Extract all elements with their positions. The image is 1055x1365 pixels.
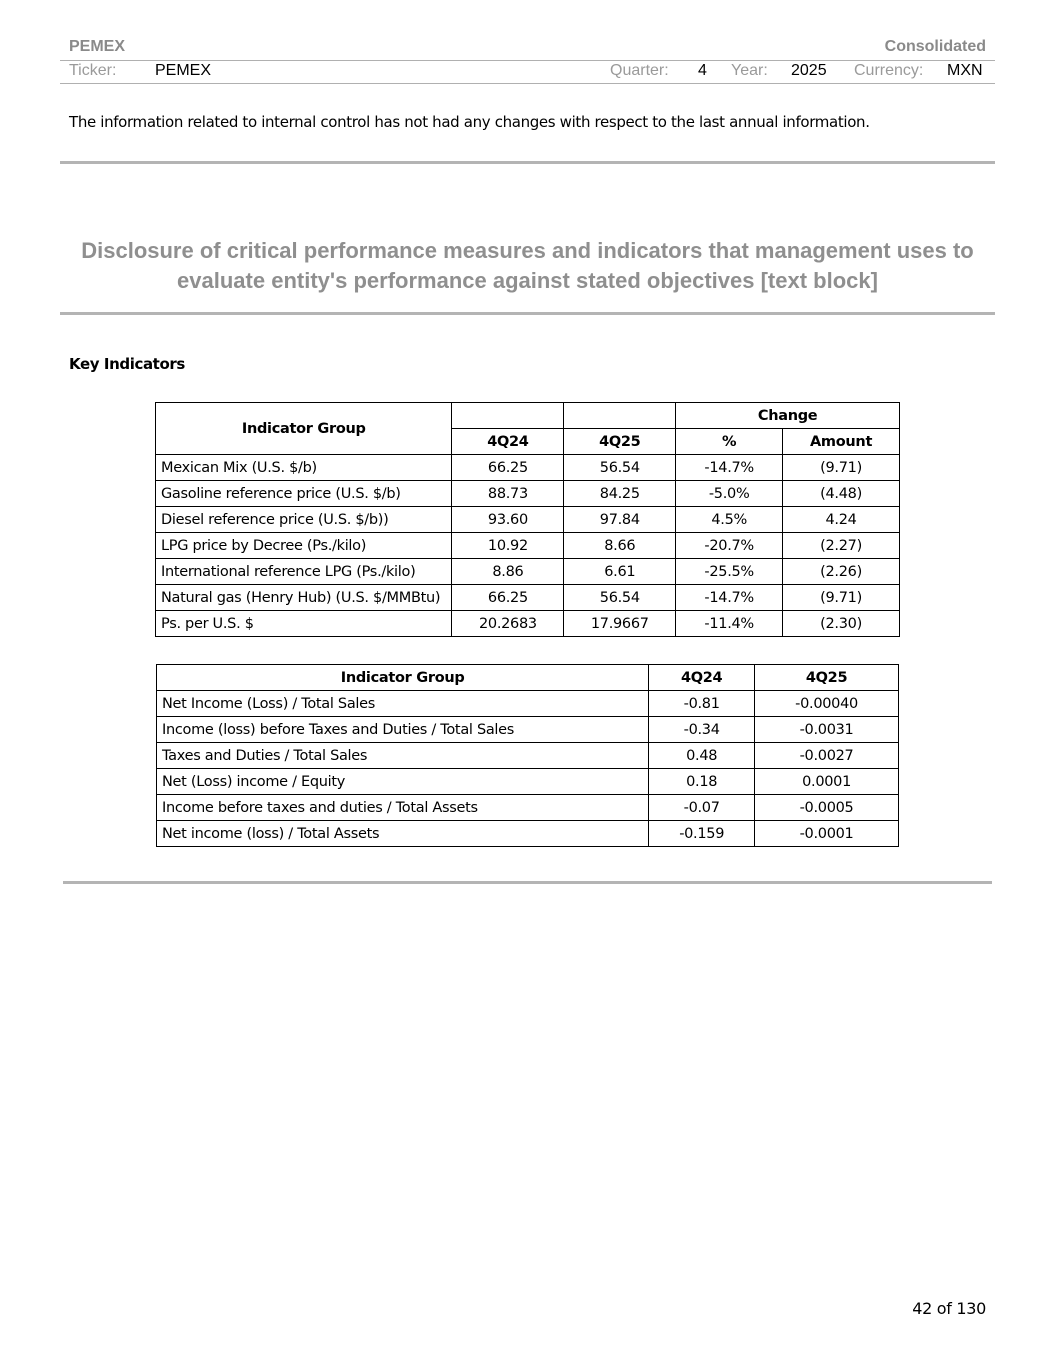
value-4q24: 66.25 [452,585,564,611]
value-4q25: -0.00040 [755,691,899,717]
change-percent: -20.7% [676,533,783,559]
change-amount: (2.27) [783,533,900,559]
internal-control-text: The information related to internal control has not had any changes with respect to the last annual information. [69,113,870,131]
indicator-name: Income before taxes and duties / Total Assets [157,795,649,821]
change-amount: (2.30) [783,611,900,637]
change-amount: (2.26) [783,559,900,585]
value-4q25: 8.66 [564,533,676,559]
change-amount: 4.24 [783,507,900,533]
value-4q25: 56.54 [564,455,676,481]
value-4q24: 0.48 [649,743,755,769]
value-4q25: 97.84 [564,507,676,533]
change-amount: (9.71) [783,585,900,611]
col-header-4q25: 4Q25 [755,665,899,691]
table-row [156,611,900,637]
indicator-name: Net income (loss) / Total Assets [157,821,649,847]
value-4q25: 6.61 [564,559,676,585]
value-4q24: -0.159 [649,821,755,847]
table-row [157,717,899,743]
ticker-value: PEMEX [155,62,212,79]
section-divider [60,312,995,315]
value-4q24: 8.86 [452,559,564,585]
page-indicator: 42 of 130 [912,1299,986,1318]
value-4q24: -0.34 [649,717,755,743]
report-type: Consolidated [884,38,986,55]
section-divider [63,881,992,884]
col-header-blank [452,403,564,429]
table-row [156,507,900,533]
report-header [60,36,995,61]
col-header-percent: % [676,429,783,455]
company-name: PEMEX [69,38,126,55]
value-4q25: -0.0027 [755,743,899,769]
change-percent: -25.5% [676,559,783,585]
indicator-name: Net (Loss) income / Equity [157,769,649,795]
value-4q25: 0.0001 [755,769,899,795]
year-value: 2025 [791,62,827,79]
change-amount: (4.48) [783,481,900,507]
indicator-name: Taxes and Duties / Total Sales [157,743,649,769]
value-4q25: 84.25 [564,481,676,507]
value-4q24: 66.25 [452,455,564,481]
table-row [156,533,900,559]
key-indicators-heading: Key Indicators [69,355,185,373]
col-header-blank [564,403,676,429]
col-header-indicator-group: Indicator Group [157,665,649,691]
value-4q25: -0.0031 [755,717,899,743]
section-title [60,236,995,296]
table-row [157,743,899,769]
currency-value: MXN [947,62,983,79]
change-percent: 4.5% [676,507,783,533]
indicator-name: Diesel reference price (U.S. $/b)) [156,507,452,533]
value-4q25: 56.54 [564,585,676,611]
value-4q25: -0.0005 [755,795,899,821]
key-indicators-table [155,402,900,637]
indicator-name: Income (loss) before Taxes and Duties / Total Sales [157,717,649,743]
value-4q25: 17.9667 [564,611,676,637]
col-header-change: Change [676,403,900,429]
indicator-name: Ps. per U.S. $ [156,611,452,637]
table-row [156,455,900,481]
table-row [157,769,899,795]
quarter-value: 4 [698,62,707,79]
change-amount: (9.71) [783,455,900,481]
value-4q24: -0.07 [649,795,755,821]
table-row [156,559,900,585]
value-4q24: 0.18 [649,769,755,795]
value-4q24: 20.2683 [452,611,564,637]
change-percent: -14.7% [676,585,783,611]
value-4q24: 93.60 [452,507,564,533]
quarter-label: Quarter: [610,62,669,79]
report-meta-row [60,61,995,84]
change-percent: -5.0% [676,481,783,507]
financial-ratios-table [156,664,899,847]
col-header-indicator-group: Indicator Group [156,403,452,455]
year-label: Year: [731,62,768,79]
value-4q24: 10.92 [452,533,564,559]
value-4q25: -0.0001 [755,821,899,847]
change-percent: -11.4% [676,611,783,637]
indicator-name: Gasoline reference price (U.S. $/b) [156,481,452,507]
col-header-4q25: 4Q25 [564,429,676,455]
table-row [156,585,900,611]
value-4q24: 88.73 [452,481,564,507]
currency-label: Currency: [854,62,924,79]
indicator-name: Natural gas (Henry Hub) (U.S. $/MMBtu) [156,585,452,611]
table-row [156,481,900,507]
section-title-line-2: evaluate entity's performance against stated objectives [text block] [177,268,878,293]
indicator-name: Mexican Mix (U.S. $/b) [156,455,452,481]
indicator-name: Net Income (Loss) / Total Sales [157,691,649,717]
section-title-line-1: Disclosure of critical performance measures and indicators that management uses to [81,238,974,263]
col-header-amount: Amount [783,429,900,455]
section-divider [60,161,995,164]
table-row [157,691,899,717]
table-row [157,795,899,821]
value-4q24: -0.81 [649,691,755,717]
indicator-name: International reference LPG (Ps./kilo) [156,559,452,585]
col-header-4q24: 4Q24 [452,429,564,455]
indicator-name: LPG price by Decree (Ps./kilo) [156,533,452,559]
change-percent: -14.7% [676,455,783,481]
col-header-4q24: 4Q24 [649,665,755,691]
table-row [157,821,899,847]
ticker-label: Ticker: [69,62,117,79]
